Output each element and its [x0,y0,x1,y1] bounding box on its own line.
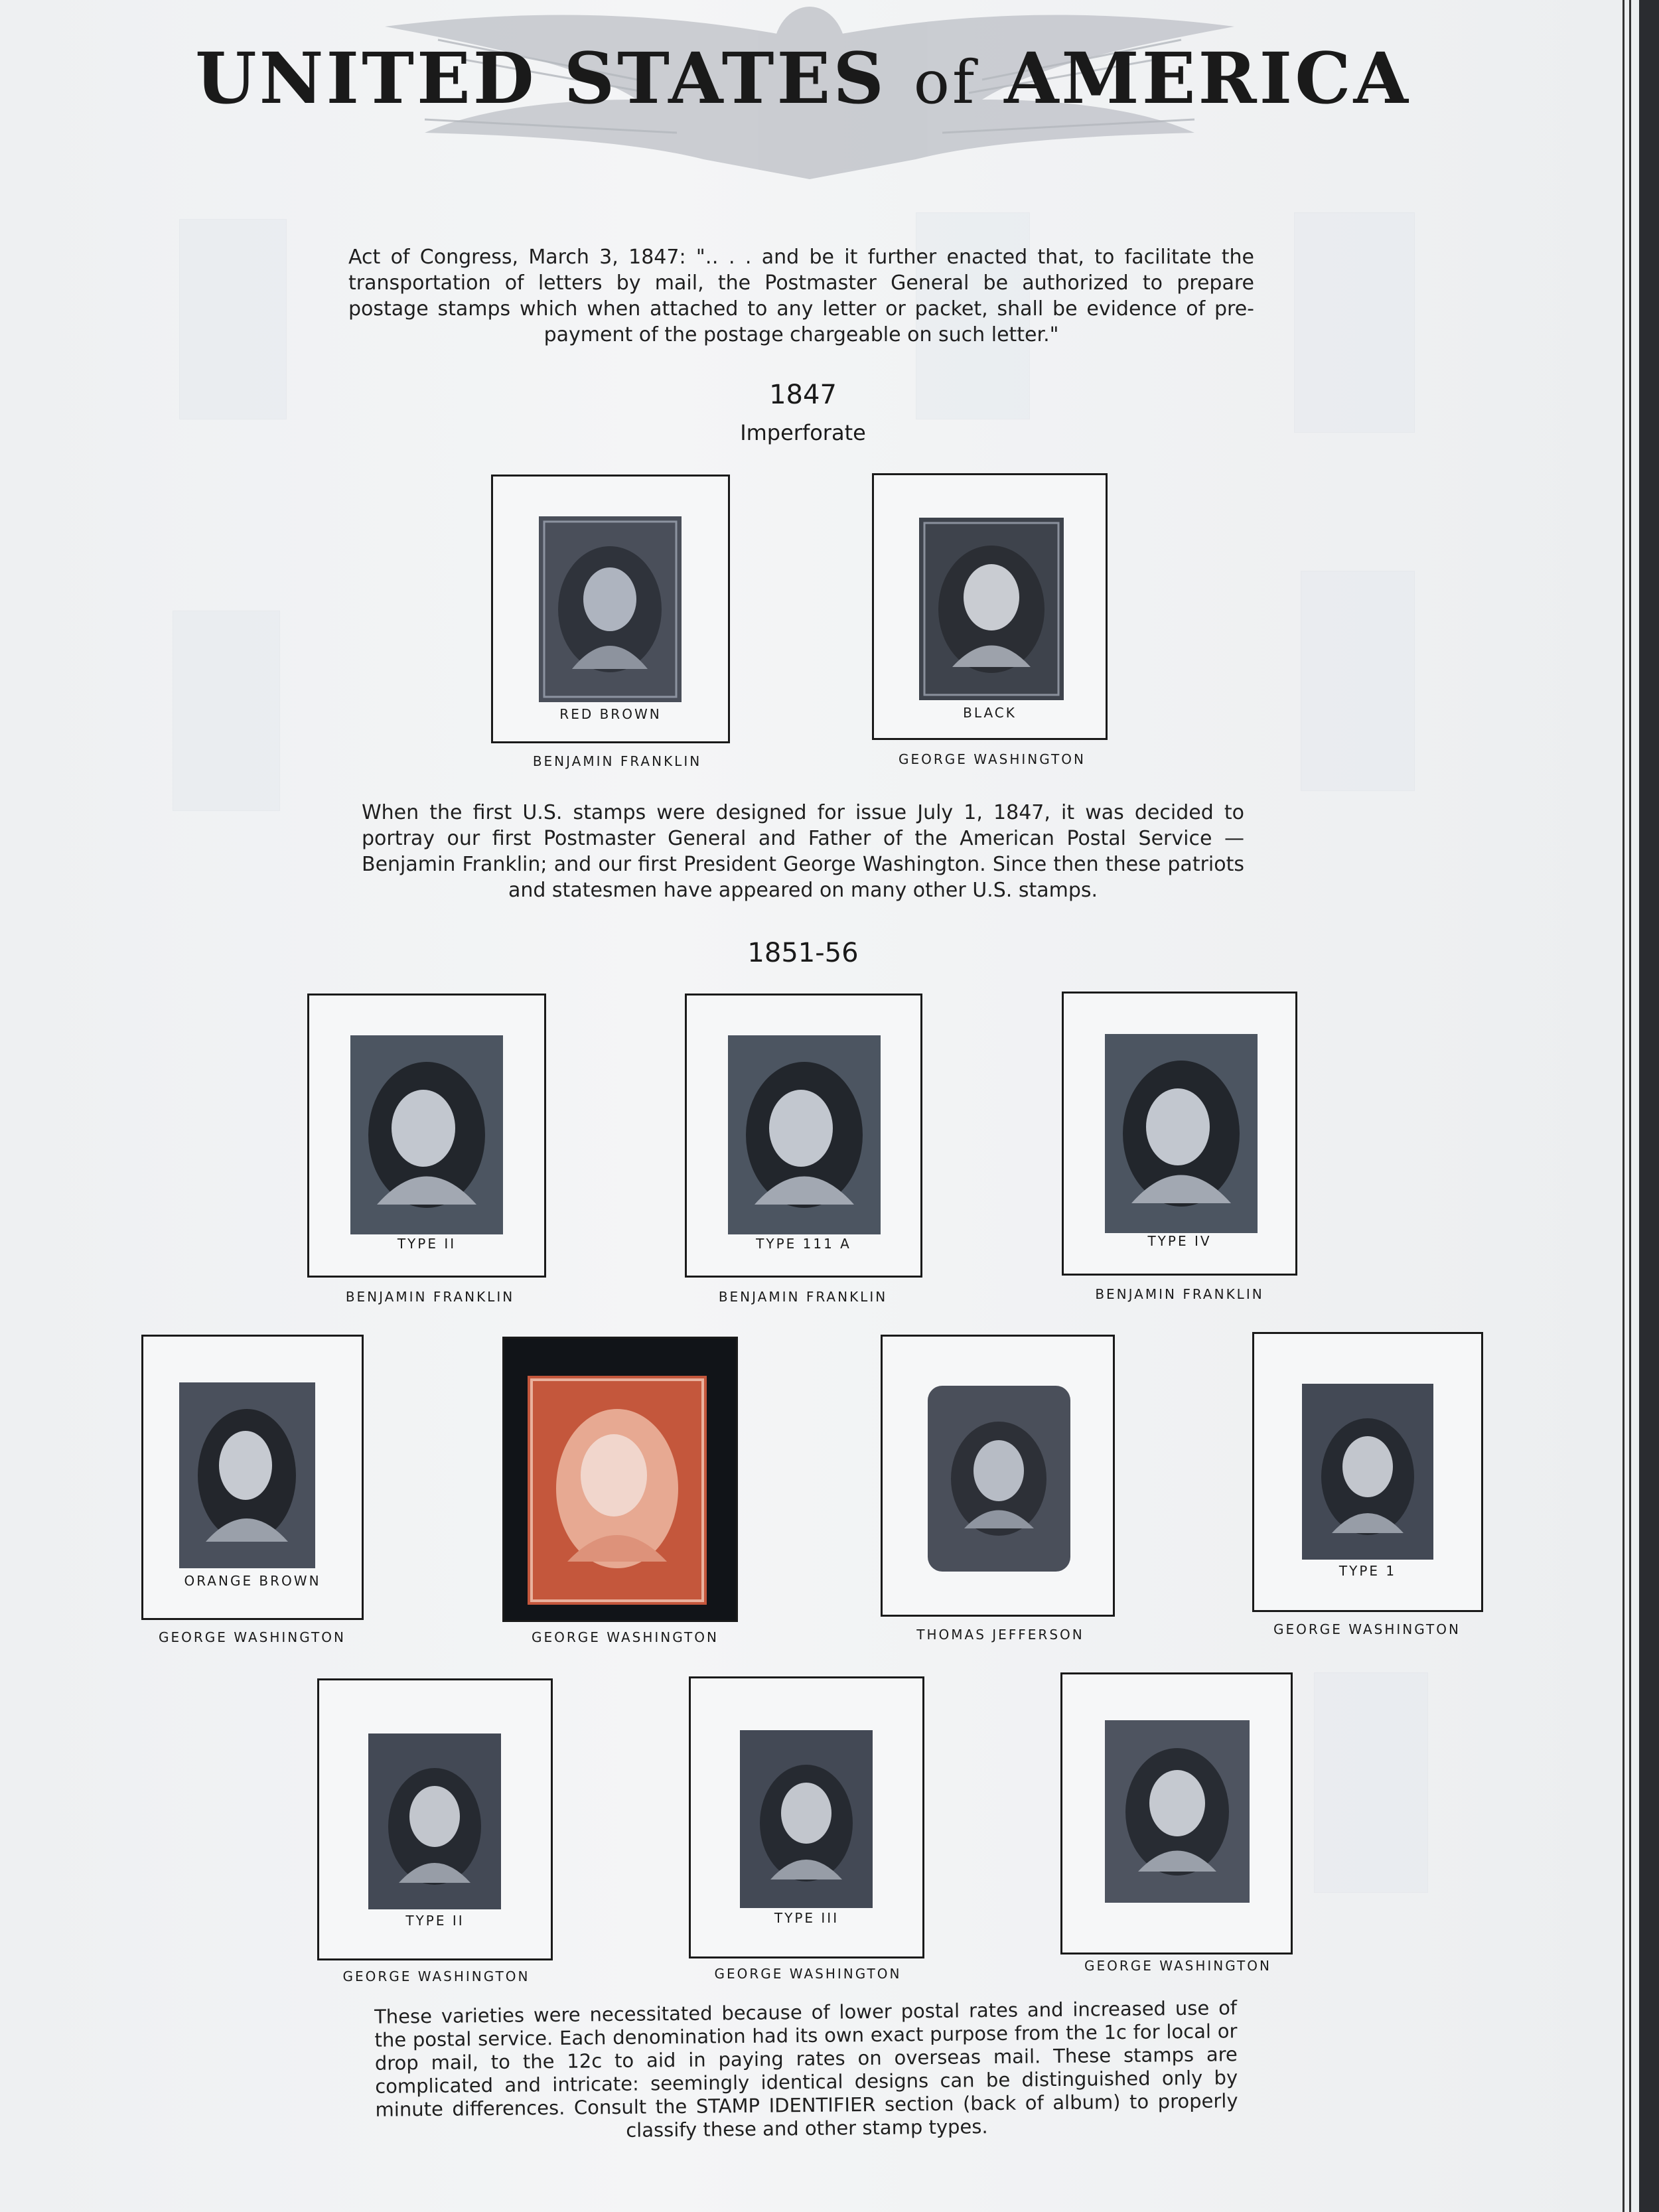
stamp-image-s9 [1302,1384,1433,1560]
franklin-portrait-icon [539,516,682,702]
washington-portrait-icon [1105,1720,1250,1903]
title-of: of [913,48,977,117]
stamp-image-s2 [919,518,1064,700]
stamp-caption-s11: TYPE III [774,1910,839,1926]
act-of-congress-quote: Act of Congress, March 3, 1847: "‥ . . and be it further enacted that, to facilitate the transportation of letters by mail, the Postmaster General be authorized to prepare postage stamps which when attached to any letter or packet, shall be evidence of pre-payment of the postage chargeable on such letter." [348,246,1254,346]
history-paragraph: When the first U.S. stamps were designed for issue July 1, 1847, it was decided to portray our first Postmaster General and Father of the American Postal Service — Benjamin Franklin; and our first President George Washington. Since then these patriots and statesmen have appeared on many other U.S. stamps. [362,801,1244,902]
stamp-image-s6 [179,1382,315,1568]
stamp-image-s5 [1105,1034,1258,1233]
stamp-subject-s10: GEORGE WASHINGTON [342,1968,530,1984]
stamp-image-s3 [350,1035,503,1234]
stamp-subject-s2: GEORGE WASHINGTON [899,751,1086,767]
stamp-image-s1 [539,516,682,702]
section-year-1847: 1847 [769,380,837,410]
show-through-shadow [173,611,280,811]
washington-portrait-icon [368,1733,501,1909]
binder-edge [1639,0,1659,2212]
stamp-caption-s9: TYPE 1 [1338,1563,1397,1579]
section-subtitle: Imperforate [740,420,866,445]
stamp-image-s8 [928,1386,1070,1572]
footer-paragraph: These varieties were necessitated because of lower postal rates and increased use of the postal service. Each denomination had its own exact purpose from the 1c for local or drop mail, to the 12c to aid in paying rates on overseas mail. These stamps are complicated and intricate: seemingly identical designs can be distinguished only by minute differences. Consult the STAMP IDENTIFIER section (back of album) to properly classify these and other stamp types. [374,1996,1238,2142]
section-year-1851-56: 1851-56 [747,938,859,968]
stamp-subject-s6: GEORGE WASHINGTON [159,1629,346,1645]
stamp-caption-s3: TYPE II [397,1236,457,1252]
franklin-portrait-icon [1105,1034,1258,1233]
stamp-caption-s2: BLACK [963,705,1017,721]
stamp-image-s11 [740,1730,873,1908]
stamp-caption-s1: RED BROWN [559,706,662,722]
washington-portrait-icon [919,518,1064,700]
stamp-image-s7 [528,1376,707,1605]
washington-portrait-icon [179,1382,315,1568]
stamp-subject-s3: BENJAMIN FRANKLIN [345,1289,515,1305]
stamp-subject-s9: GEORGE WASHINGTON [1273,1621,1461,1637]
stamp-image-s4 [728,1035,881,1234]
stamp-caption-s5: TYPE IV [1147,1233,1212,1249]
stamp-caption-s10: TYPE II [405,1913,465,1929]
stamp-subject-s7: GEORGE WASHINGTON [532,1629,719,1645]
stamp-subject-s5: BENJAMIN FRANKLIN [1095,1286,1264,1302]
show-through-shadow [1294,212,1415,433]
stamp-image-s10 [368,1733,501,1909]
washington-portrait-icon [740,1730,873,1908]
show-through-shadow [179,219,287,419]
stamp-subject-s1: BENJAMIN FRANKLIN [532,753,702,769]
show-through-shadow [1314,1672,1428,1893]
page-border-line [1629,0,1631,2212]
jefferson-portrait-icon [928,1386,1070,1572]
page-border-line [1623,0,1624,2212]
title-part-2: AMERICA [1004,37,1411,119]
stamp-subject-s11: GEORGE WASHINGTON [714,1966,902,1982]
franklin-portrait-icon [728,1035,881,1234]
stamp-image-s12 [1105,1720,1250,1903]
franklin-portrait-icon [350,1035,503,1234]
stamp-caption-s4: TYPE 111 A [756,1236,851,1252]
title-part-1: UNITED STATES [195,37,887,119]
show-through-shadow [1301,571,1415,791]
page-title [153,37,1453,119]
stamp-caption-s6: ORANGE BROWN [184,1573,321,1589]
stamp-subject-s12: GEORGE WASHINGTON [1084,1958,1271,1974]
washington-portrait-icon [528,1376,707,1605]
stamp-subject-s4: BENJAMIN FRANKLIN [718,1289,888,1305]
washington-portrait-icon [1302,1384,1433,1560]
stamp-subject-s8: THOMAS JEFFERSON [916,1627,1084,1643]
